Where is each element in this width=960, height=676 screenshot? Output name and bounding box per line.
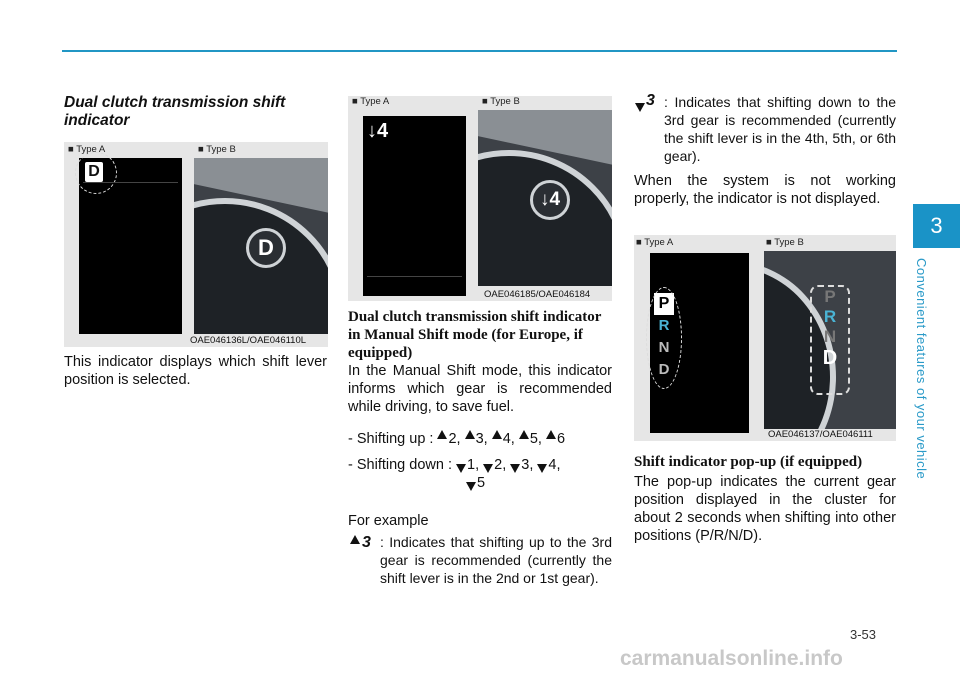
type-a-display (363, 116, 466, 296)
manual-shift-body: In the Manual Shift mode, this indicator informs which gear is recommended while driving, to save fuel. (348, 363, 612, 415)
down-arrow-icon (483, 464, 493, 473)
divider (83, 182, 178, 183)
type-b-label: ■ Type B (766, 237, 804, 248)
gear-4-down-badge: ↓4 (530, 180, 570, 220)
divider (367, 276, 462, 277)
down-arrow-icon (510, 464, 520, 473)
figure-popup (634, 235, 896, 441)
type-a-label: ■ Type A (352, 96, 390, 107)
type-b-label: ■ Type B (198, 144, 236, 155)
figure-code: OAE046136L/OAE046110L (190, 335, 307, 346)
shift-up-line: - Shifting up : 2, 3, 4, 5, 6 (348, 431, 566, 447)
shift-down-line-2: 5 (466, 474, 485, 492)
example-gear: 3 (362, 534, 371, 551)
gear-stack-box (810, 285, 850, 395)
gear-p: P (654, 293, 674, 315)
type-b-cluster (764, 251, 896, 429)
gear-p: P (824, 287, 836, 306)
gear-n: N (658, 339, 670, 356)
header-rule (62, 50, 897, 52)
figure-code: OAE046185/OAE046184 (484, 289, 591, 300)
gear-r: R (658, 317, 670, 334)
figure-code: OAE046137/OAE046111 (768, 429, 873, 440)
gear-4-down-badge: ↓4 (367, 120, 389, 142)
popup-heading: Shift indicator pop-up (if equipped) (634, 454, 863, 470)
not-working-text: When the system is not working properly, the indicator is not displayed. (634, 173, 896, 207)
figure-manual-shift (348, 96, 612, 301)
watermark: carmanualsonline.info (620, 647, 843, 670)
figure-dct-indicator (64, 142, 328, 347)
down-text: : Indicates that shifting down to the 3rd gear is recommended (currently the shift lever is in the 4th, 5th, or 6th gear). (664, 94, 896, 164)
type-a-label: ■ Type A (68, 144, 106, 155)
down-arrow-icon (456, 464, 466, 473)
highlight-ellipse (646, 287, 682, 389)
chapter-tab: 3 (913, 204, 960, 248)
chapter-title: Convenient features of your vehicle (914, 258, 929, 480)
gear-d-badge: D (85, 162, 103, 182)
down-arrow-icon (466, 482, 476, 491)
up-arrow-icon (519, 430, 529, 439)
gear-d-badge: D (246, 228, 286, 268)
popup-body: The pop-up indicates the current gear position displayed in the cluster for about 2 seconds when shifting into other positions (P/R/N/D). (634, 474, 896, 544)
shift-down-line: - Shifting down : 1, 2, 3, 4, (348, 457, 561, 473)
example-label: For example (348, 513, 429, 529)
down-gear: 3 (646, 92, 655, 109)
highlight-circle (75, 152, 117, 194)
gear-r: R (823, 307, 837, 326)
type-b-cluster (194, 158, 328, 334)
type-a-display (650, 253, 749, 433)
type-b-cluster (478, 110, 612, 286)
down-arrow-icon (635, 103, 645, 112)
up-arrow-icon (465, 430, 475, 439)
up-arrow-icon (546, 430, 556, 439)
type-b-label: ■ Type B (482, 96, 520, 107)
up-arrow-icon (437, 430, 447, 439)
up-arrow-icon (350, 535, 360, 544)
example-text: : Indicates that shifting up to the 3rd gear is recommended (currently the shift lever is in the 2nd or 1st gear). (380, 534, 612, 586)
gear-d: D (822, 347, 838, 369)
gear-d: D (658, 361, 670, 378)
down-arrow-icon (537, 464, 547, 473)
up-arrow-icon (492, 430, 502, 439)
gear-n: N (823, 327, 837, 346)
dct-indicator-heading: Dual clutch transmission shift indicator (64, 94, 286, 129)
dct-indicator-body: This indicator displays which shift lever position is selected. (64, 354, 327, 388)
manual-shift-heading: Dual clutch transmission shift indicator in Manual Shift mode (for Europe, if equipped) (348, 309, 602, 361)
type-a-label: ■ Type A (636, 237, 674, 248)
type-a-display (79, 158, 182, 334)
page-number: 3-53 (850, 627, 877, 642)
